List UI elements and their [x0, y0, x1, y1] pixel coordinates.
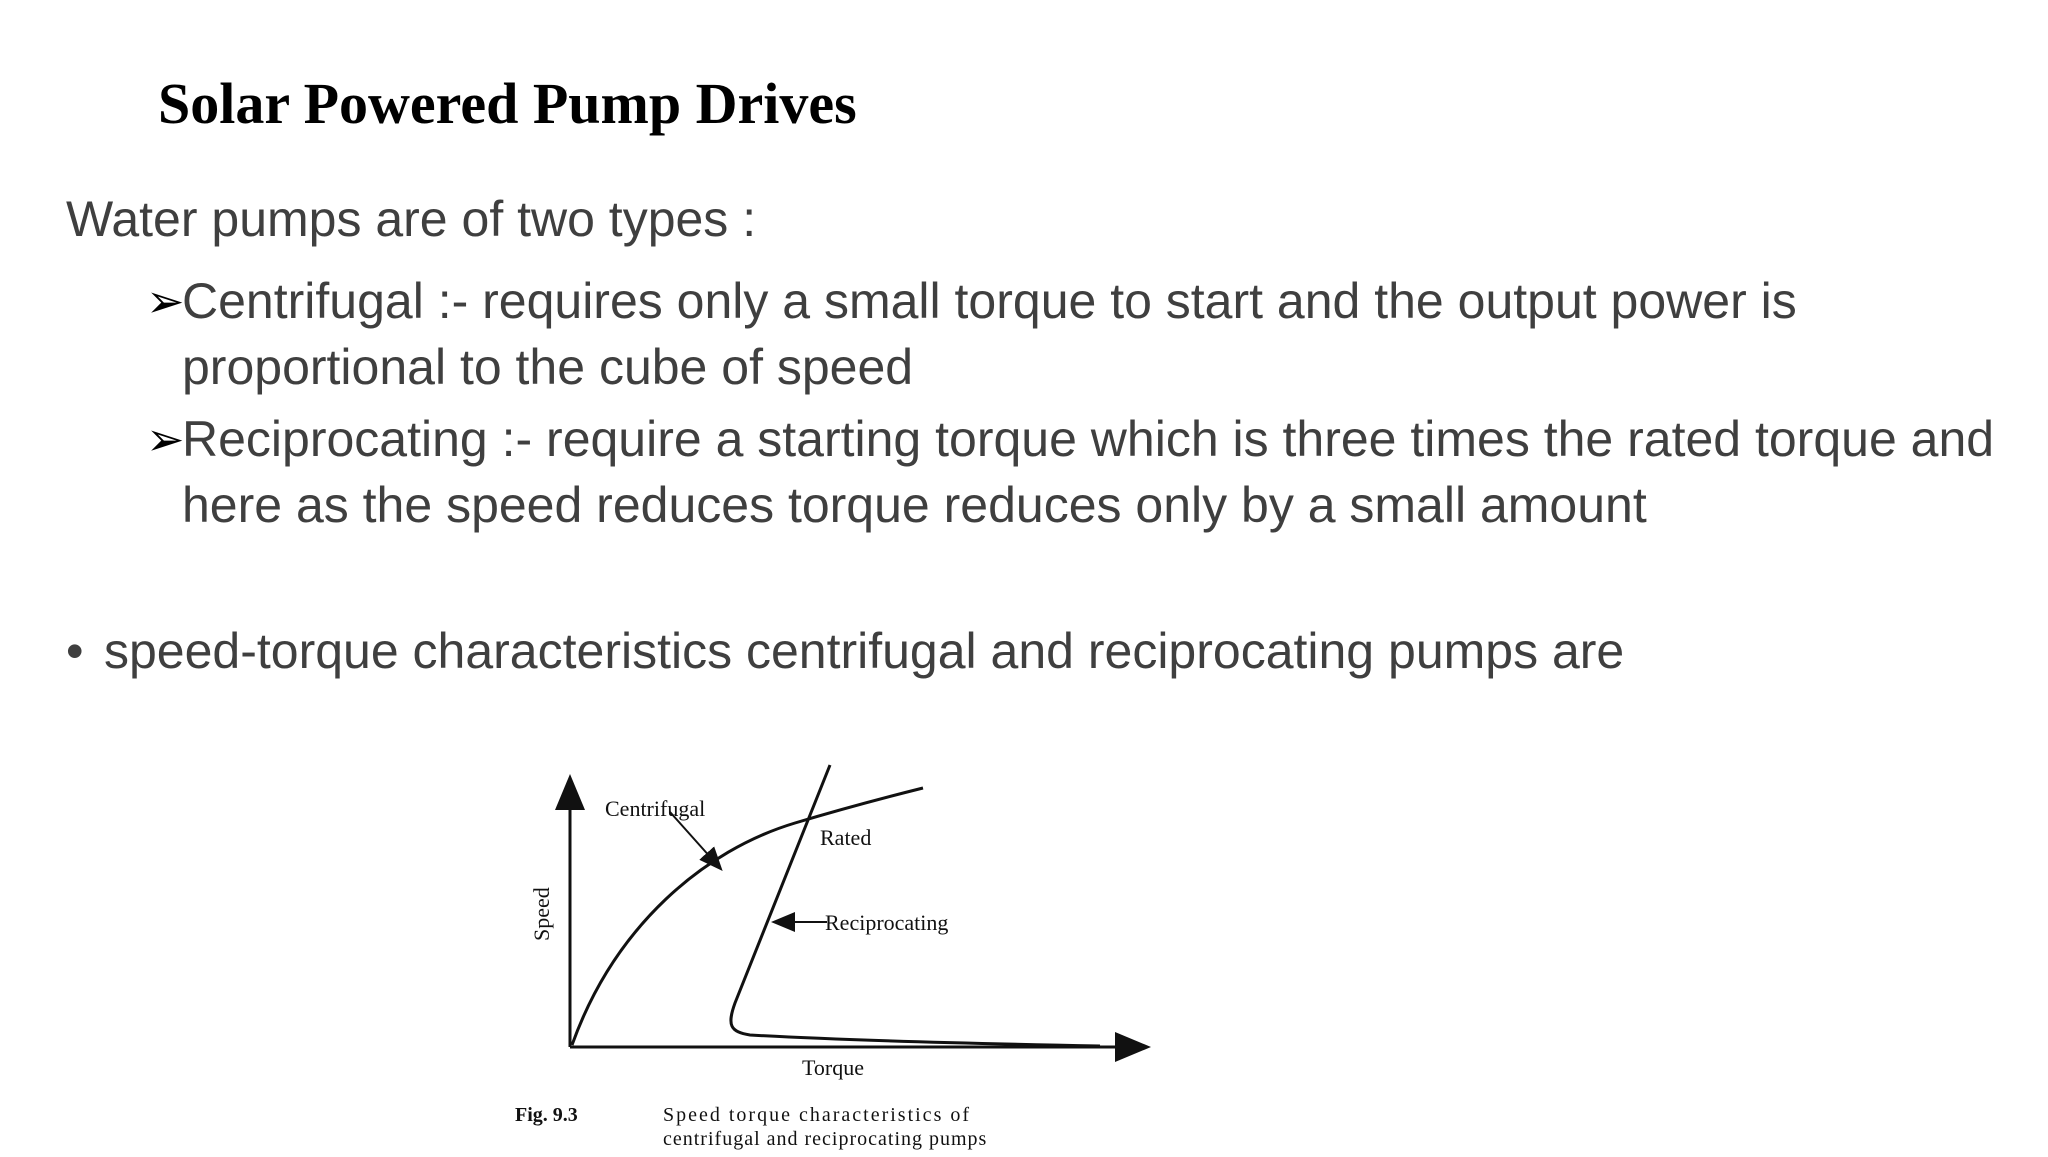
arrow-bullet-icon: ➢ [146, 412, 185, 466]
y-axis-label: Speed [529, 887, 554, 941]
bullet-text: speed-torque characteristics centrifugal and reciprocating pumps are [104, 623, 1625, 679]
x-axis-label: Torque [802, 1055, 864, 1080]
slide-title: Solar Powered Pump Drives [158, 71, 857, 136]
reciprocating-curve [731, 765, 1100, 1046]
arrow-bullet-icon: ➢ [146, 274, 185, 328]
list-item-text: Reciprocating :- require a starting torque which is three times the rated torque and here as the speed reduces torque reduces only by a small amount [182, 411, 1995, 533]
reciprocating-label: Reciprocating [825, 910, 949, 935]
centrifugal-label: Centrifugal [605, 796, 706, 821]
list-item-reciprocating [146, 406, 2022, 538]
speed-torque-figure [505, 755, 1165, 1152]
list-item-centrifugal [146, 268, 2022, 400]
figure-caption-line1: Speed torque characteristics of [663, 1104, 972, 1126]
figure-caption-line2: centrifugal and reciprocating pumps [663, 1128, 988, 1150]
bullet-item [66, 622, 1624, 680]
intro-text: Water pumps are of two types : [66, 191, 757, 247]
figure-caption-number: Fig. 9.3 [515, 1104, 578, 1126]
speed-torque-diagram [505, 755, 1165, 1152]
bullet-dot-icon: • [66, 623, 84, 679]
rated-label: Rated [820, 825, 872, 850]
list-item-text: Centrifugal :- requires only a small torque to start and the output power is proportional to the cube of speed [182, 273, 1797, 395]
